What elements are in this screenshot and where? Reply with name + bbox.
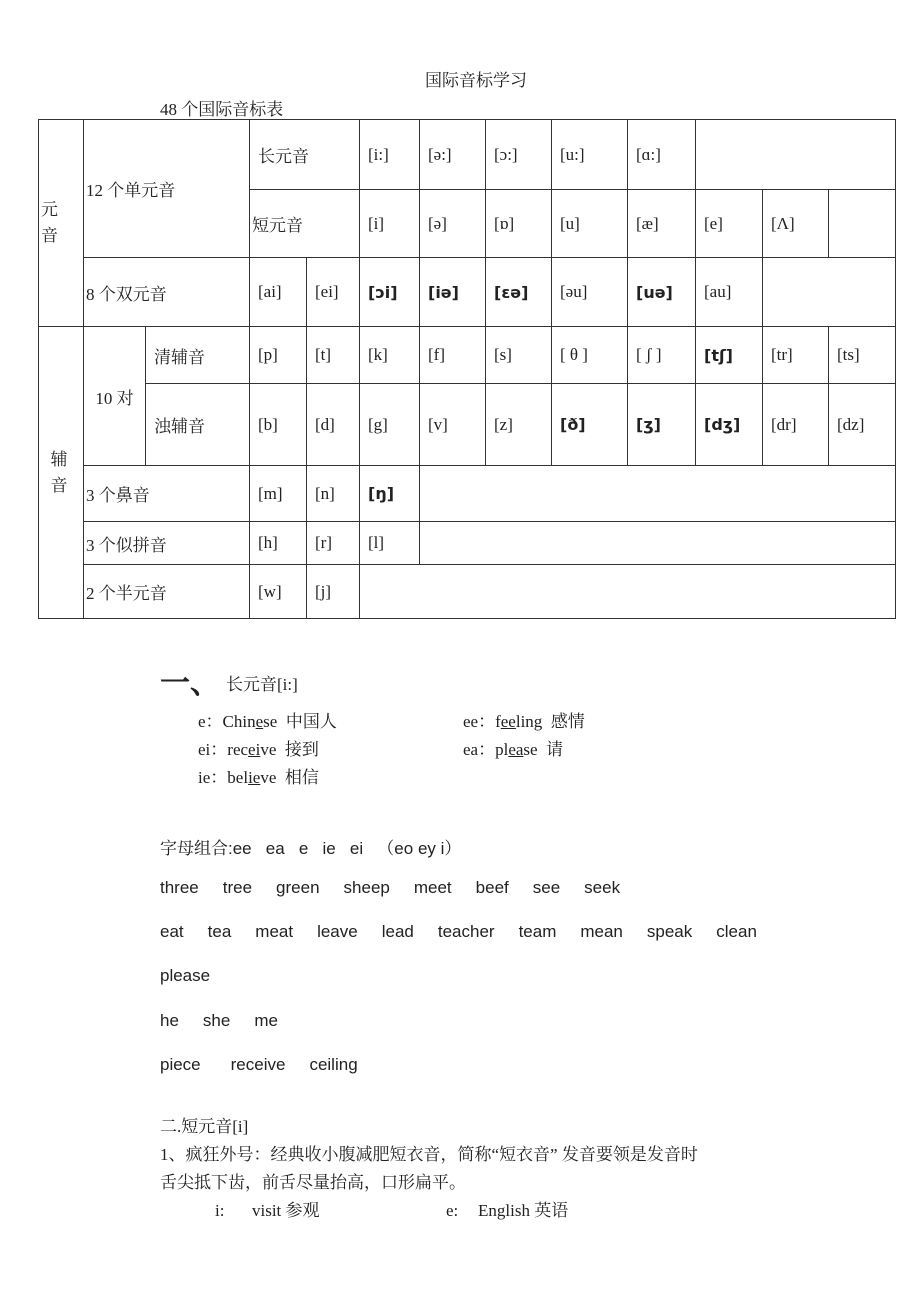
word: meat	[255, 922, 294, 941]
example-item: ie：believe 相信	[198, 768, 319, 787]
nasal-label: 3 个鼻音	[84, 466, 250, 522]
word-line	[160, 1055, 382, 1075]
ipa-cell: [tʃ]	[696, 327, 763, 384]
ipa-cell: [ts]	[829, 327, 896, 384]
short-vowel-label: 短元音	[250, 190, 360, 258]
ipa-cell: [ð]	[552, 384, 628, 466]
ipa-cell: [ŋ]	[360, 466, 420, 522]
ipa-cell: [s]	[486, 327, 552, 384]
ipa-cell: [ə:]	[420, 120, 486, 190]
word: lead	[381, 922, 414, 941]
ipa-cell: [ θ ]	[552, 327, 628, 384]
ipa-cell: [g]	[360, 384, 420, 466]
section1-title: 长元音[i:]	[226, 675, 298, 694]
semivowel-label: 2 个半元音	[84, 565, 250, 619]
ipa-cell: [Λ]	[763, 190, 829, 258]
table-caption: 48 个国际音标表	[160, 100, 284, 119]
word: receive	[230, 1055, 286, 1074]
ipa-cell: [k]	[360, 327, 420, 384]
ipa-cell: [b]	[250, 384, 307, 466]
section1-number: 一、	[160, 666, 220, 701]
ipa-cell: [m]	[250, 466, 307, 522]
diphthong-label: 8 个双元音	[84, 258, 250, 327]
ipa-cell: [dʒ]	[696, 384, 763, 466]
ipa-cell: [u]	[552, 190, 628, 258]
word: tea	[207, 922, 232, 941]
ipa-cell: [w]	[250, 565, 307, 619]
ipa-cell: [dz]	[829, 384, 896, 466]
monophthong-label: 12 个单元音	[84, 120, 250, 258]
letter-combos: 字母组合:ee ea e ie ei （eo ey i）	[160, 839, 462, 858]
ipa-cell: [ɔi]	[360, 258, 420, 327]
ipa-cell: [ɛə]	[486, 258, 552, 327]
consonant-category: 辅音	[39, 327, 84, 619]
example-item: ei：receive 接到	[198, 740, 319, 759]
ipa-cell: [dr]	[763, 384, 829, 466]
section2-desc-line2: 舌尖抵下齿，前舌尽量抬高，口形扁平。	[160, 1173, 466, 1192]
long-vowel-label: 长元音	[250, 120, 360, 190]
word: clean	[716, 922, 757, 941]
word: leave	[317, 922, 358, 941]
word: teacher	[437, 922, 495, 941]
word: me	[254, 1011, 278, 1030]
word: tree	[222, 878, 253, 897]
word-line	[160, 922, 781, 942]
ipa-cell: [v]	[420, 384, 486, 466]
word: beef	[475, 878, 509, 897]
ipa-cell: [ʒ]	[628, 384, 696, 466]
empty-cell	[829, 190, 896, 258]
word: seek	[584, 878, 621, 897]
empty-cell	[360, 565, 896, 619]
ipa-cell: [tr]	[763, 327, 829, 384]
page-title: 国际音标学习	[425, 71, 527, 90]
word: piece	[160, 1055, 201, 1074]
word: sheep	[343, 878, 390, 897]
ipa-cell: [t]	[307, 327, 360, 384]
pinyin-like-label: 3 个似拼音	[84, 522, 250, 565]
ipa-cell: [d]	[307, 384, 360, 466]
ipa-cell: [f]	[420, 327, 486, 384]
ipa-cell: [h]	[250, 522, 307, 565]
ipa-cell: [ɔ:]	[486, 120, 552, 190]
word-line	[160, 1011, 302, 1031]
ipa-cell: [au]	[696, 258, 763, 327]
ipa-cell: [l]	[360, 522, 420, 565]
ipa-cell: [p]	[250, 327, 307, 384]
word: team	[518, 922, 557, 941]
word: green	[276, 878, 320, 897]
ipa-cell: [r]	[307, 522, 360, 565]
word: she	[202, 1011, 231, 1030]
word: see	[532, 878, 561, 897]
ipa-cell: [əu]	[552, 258, 628, 327]
word: eat	[160, 922, 184, 941]
empty-cell	[420, 466, 896, 522]
ipa-cell: [z]	[486, 384, 552, 466]
voiced-label: 浊辅音	[146, 384, 250, 466]
ipa-cell: [ai]	[250, 258, 307, 327]
section2-example: e: English 英语	[446, 1201, 569, 1220]
ipa-cell: [ɒ]	[486, 190, 552, 258]
ipa-cell: [iə]	[420, 258, 486, 327]
example-item: ea：please 请	[463, 740, 564, 759]
ipa-cell: [u:]	[552, 120, 628, 190]
section2-example: i: visit 参观	[215, 1201, 320, 1220]
ipa-cell: [n]	[307, 466, 360, 522]
empty-cell	[696, 120, 896, 190]
ipa-cell: [æ]	[628, 190, 696, 258]
ipa-cell: [ə]	[420, 190, 486, 258]
word: three	[160, 878, 199, 897]
word: mean	[580, 922, 623, 941]
vowel-category: 元音	[39, 120, 84, 327]
empty-cell	[420, 522, 896, 565]
example-item: ee：feeling 感情	[463, 712, 585, 731]
example-item: e：Chinese 中国人	[198, 712, 337, 731]
section2-title: 二.短元音[i]	[160, 1117, 249, 1136]
word-line	[160, 966, 234, 986]
section2-desc-line1: 1、疯狂外号：经典收小腹减肥短衣音，简称“短衣音” 发音要领是发音时	[160, 1145, 698, 1164]
ipa-cell: [e]	[696, 190, 763, 258]
pairs-label: 10 对	[84, 327, 146, 466]
ipa-cell: [i]	[360, 190, 420, 258]
ipa-cell: [ɑ:]	[628, 120, 696, 190]
word: speak	[646, 922, 693, 941]
ipa-cell: [ei]	[307, 258, 360, 327]
ipa-cell: [i:]	[360, 120, 420, 190]
word: he	[160, 1011, 179, 1030]
empty-cell	[763, 258, 896, 327]
voiceless-label: 清辅音	[146, 327, 250, 384]
ipa-cell: [j]	[307, 565, 360, 619]
word: ceiling	[309, 1055, 358, 1074]
word-line	[160, 878, 644, 898]
ipa-cell: [ ʃ ]	[628, 327, 696, 384]
ipa-table	[38, 119, 896, 619]
ipa-cell: [uə]	[628, 258, 696, 327]
word: please	[160, 966, 211, 985]
word: meet	[413, 878, 452, 897]
